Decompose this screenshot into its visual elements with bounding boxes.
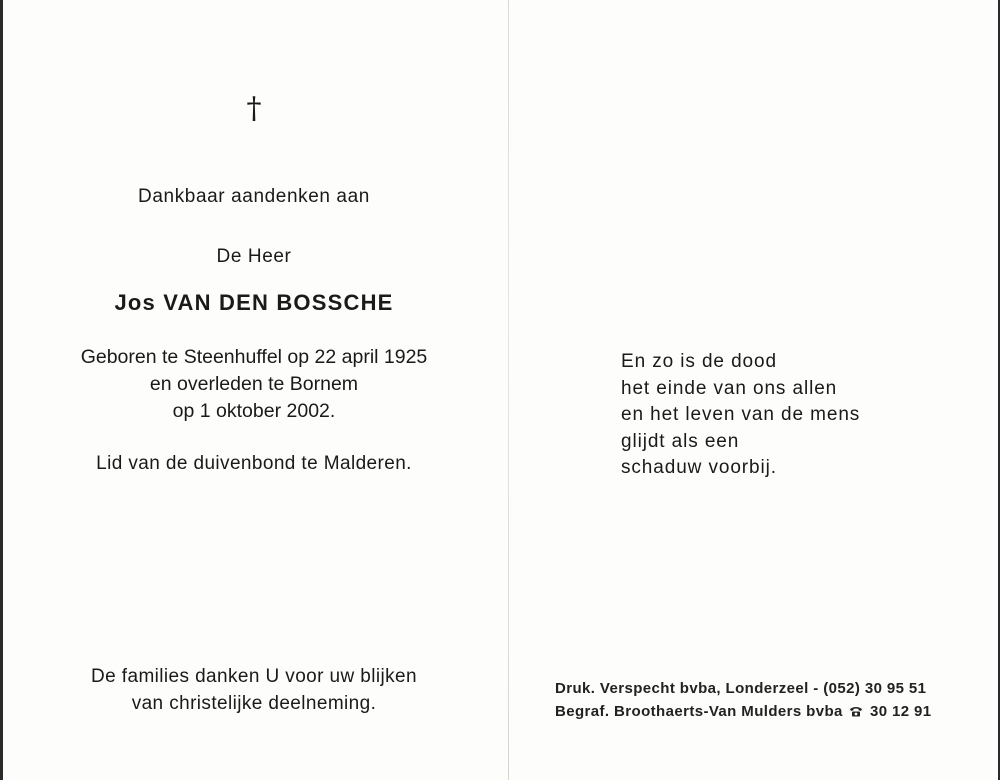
poem-line: En zo is de dood <box>621 351 777 372</box>
funeral-credit <box>555 703 932 720</box>
thanks-line-2: van christelijke deelneming. <box>131 693 377 714</box>
poem-line: het einde van ons allen <box>621 377 838 399</box>
death-place-text: en overleden te Bornem <box>149 373 359 395</box>
printer-credit: Druk. Verspecht bvba, Londerzeel - (052) 30 95 51 <box>555 680 927 697</box>
membership-text: Lid van de duivenbond te Malderen. <box>96 453 412 474</box>
funeral-company: Begraf. Broothaerts-Van Mulders bvba <box>555 703 843 720</box>
poem-line: en het leven van de mens <box>621 404 861 425</box>
poem <box>621 349 860 482</box>
death-date-text: op 1 oktober 2002. <box>172 400 336 422</box>
title-text: De Heer <box>216 246 292 267</box>
funeral-phone: 30 12 91 <box>869 703 932 720</box>
thanks-line-1: De families danken U voor uw blijken <box>91 666 417 687</box>
birth-text: Geboren te Steenhuffel op 22 april 1925 <box>80 346 428 368</box>
deceased-name: Jos VAN DEN BOSSCHE <box>114 290 394 315</box>
telephone-icon <box>849 706 863 717</box>
dankbaar-text: Dankbaar aandenken aan <box>138 186 370 207</box>
poem-line: glijdt als een <box>621 430 740 452</box>
right-panel <box>509 0 998 780</box>
poem-line: schaduw voorbij. <box>621 457 777 478</box>
cross-icon: † <box>246 91 262 126</box>
